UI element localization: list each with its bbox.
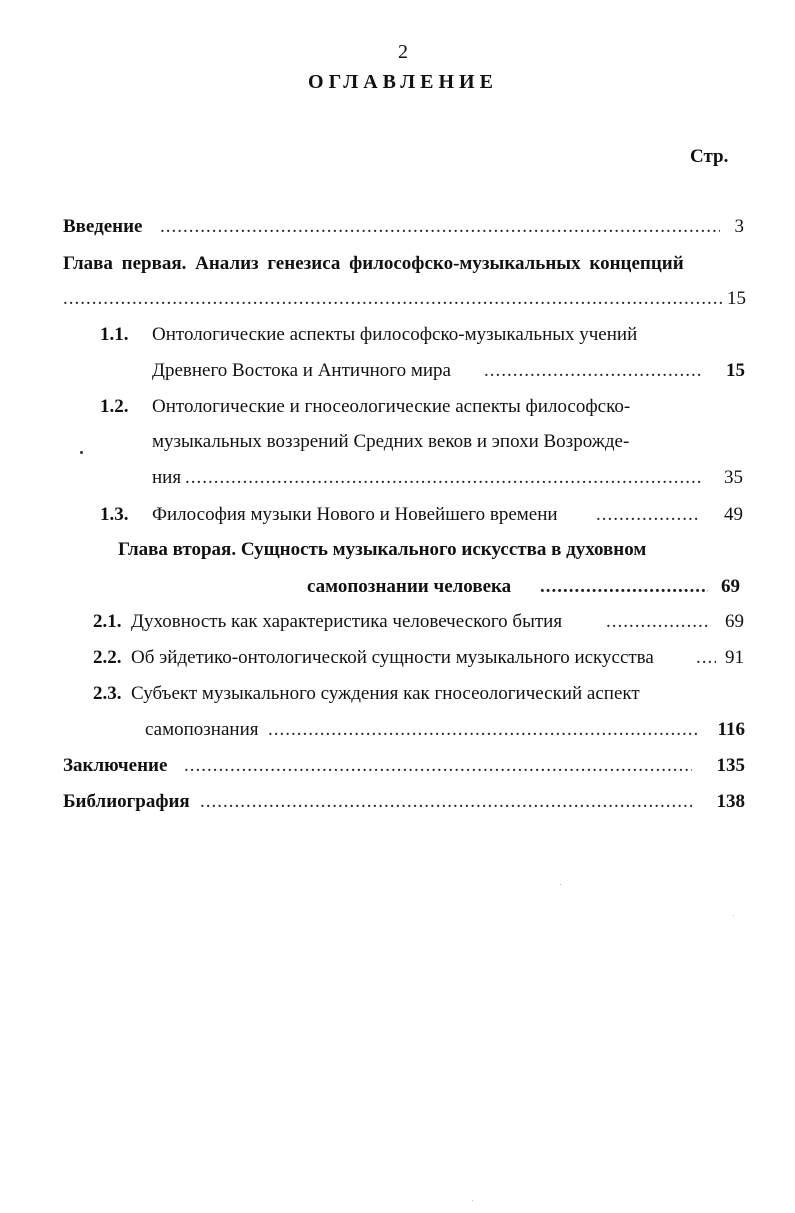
toc-entry-1-1-title: Онтологические аспекты философско-музыкальных учений: [152, 324, 638, 345]
toc-entry-intro-page: 3: [734, 216, 744, 237]
toc-leader: [63, 287, 723, 311]
toc-entry-conclusion-page: 135: [716, 755, 745, 776]
toc-entry-2-3-title: Субъект музыкального суждения как гносеологический аспект: [131, 683, 640, 704]
toc-entry-1-1-page: 15: [726, 360, 745, 381]
toc-entry-1-2-title: Онтологические и гносеологические аспекты философско-: [152, 396, 631, 417]
toc-entry-1-3-title: Философия музыки Нового и Новейшего времени: [152, 504, 558, 525]
toc-entry-intro-title: Введение: [63, 216, 143, 237]
toc-entry-1-2-title-end: ния: [152, 467, 182, 488]
scan-speck: [472, 1200, 473, 1201]
toc-leader: [606, 610, 711, 634]
toc-entry-1-1-number: 1.1.: [100, 324, 129, 345]
toc-entry-1-2-page: 35: [724, 467, 743, 488]
toc-leader: [185, 466, 703, 490]
toc-entry-1-3-page: 49: [724, 504, 743, 525]
toc-entry-2-2-number: 2.2.: [93, 647, 122, 668]
toc-entry-2-1-page: 69: [725, 611, 744, 632]
scan-speck: [560, 884, 561, 885]
toc-entry-chapter1-title: Глава первая. Анализ генезиса философско-музыкальных концепций: [63, 253, 684, 274]
toc-entry-1-2-number: 1.2.: [100, 396, 129, 417]
toc-entry-bibliography-title: Библиография: [63, 791, 190, 812]
toc-leader: [184, 754, 692, 778]
toc-leader: [268, 718, 700, 742]
toc-entry-chapter2-title: Глава вторая. Сущность музыкального искусства в духовном: [118, 539, 647, 560]
toc-entry-1-2-title-cont: музыкальных воззрений Средних веков и эпохи Возрожде-: [152, 431, 630, 452]
toc-entry-2-2-page: 91: [725, 647, 744, 668]
toc-entry-2-3-number: 2.3.: [93, 683, 122, 704]
toc-entry-2-2-title: Об эйдетико-онтологической сущности музыкального искусства: [131, 647, 654, 668]
toc-entry-chapter1-page: 15: [727, 288, 746, 309]
toc-leader: [160, 215, 720, 239]
toc-leader: [696, 646, 716, 670]
toc-entry-bibliography-page: 138: [716, 791, 745, 812]
toc-entry-chapter2-title-cont: самопознании человека: [307, 576, 512, 597]
page-column-label: Стр.: [690, 146, 729, 167]
scan-speck: [80, 451, 83, 454]
scan-speck: [733, 915, 734, 916]
toc-leader: [484, 359, 702, 383]
toc-leader: [200, 790, 692, 814]
toc-entry-2-3-title-cont: самопознания: [145, 719, 259, 740]
toc-entry-2-1-title: Духовность как характеристика человеческого бытия: [131, 611, 563, 632]
page-number: 2: [398, 41, 408, 63]
toc-leader: [596, 503, 700, 527]
toc-entry-2-3-page: 116: [717, 719, 745, 740]
page-title: ОГЛАВЛЕНИЕ: [308, 71, 498, 93]
toc-entry-1-1-title-cont: Древнего Востока и Античного мира: [152, 360, 451, 381]
toc-entry-1-3-number: 1.3.: [100, 504, 129, 525]
toc-entry-chapter2-page: 69: [721, 576, 740, 597]
toc-entry-conclusion-title: Заключение: [63, 755, 168, 776]
toc-entry-2-1-number: 2.1.: [93, 611, 122, 632]
toc-leader: [540, 575, 708, 599]
